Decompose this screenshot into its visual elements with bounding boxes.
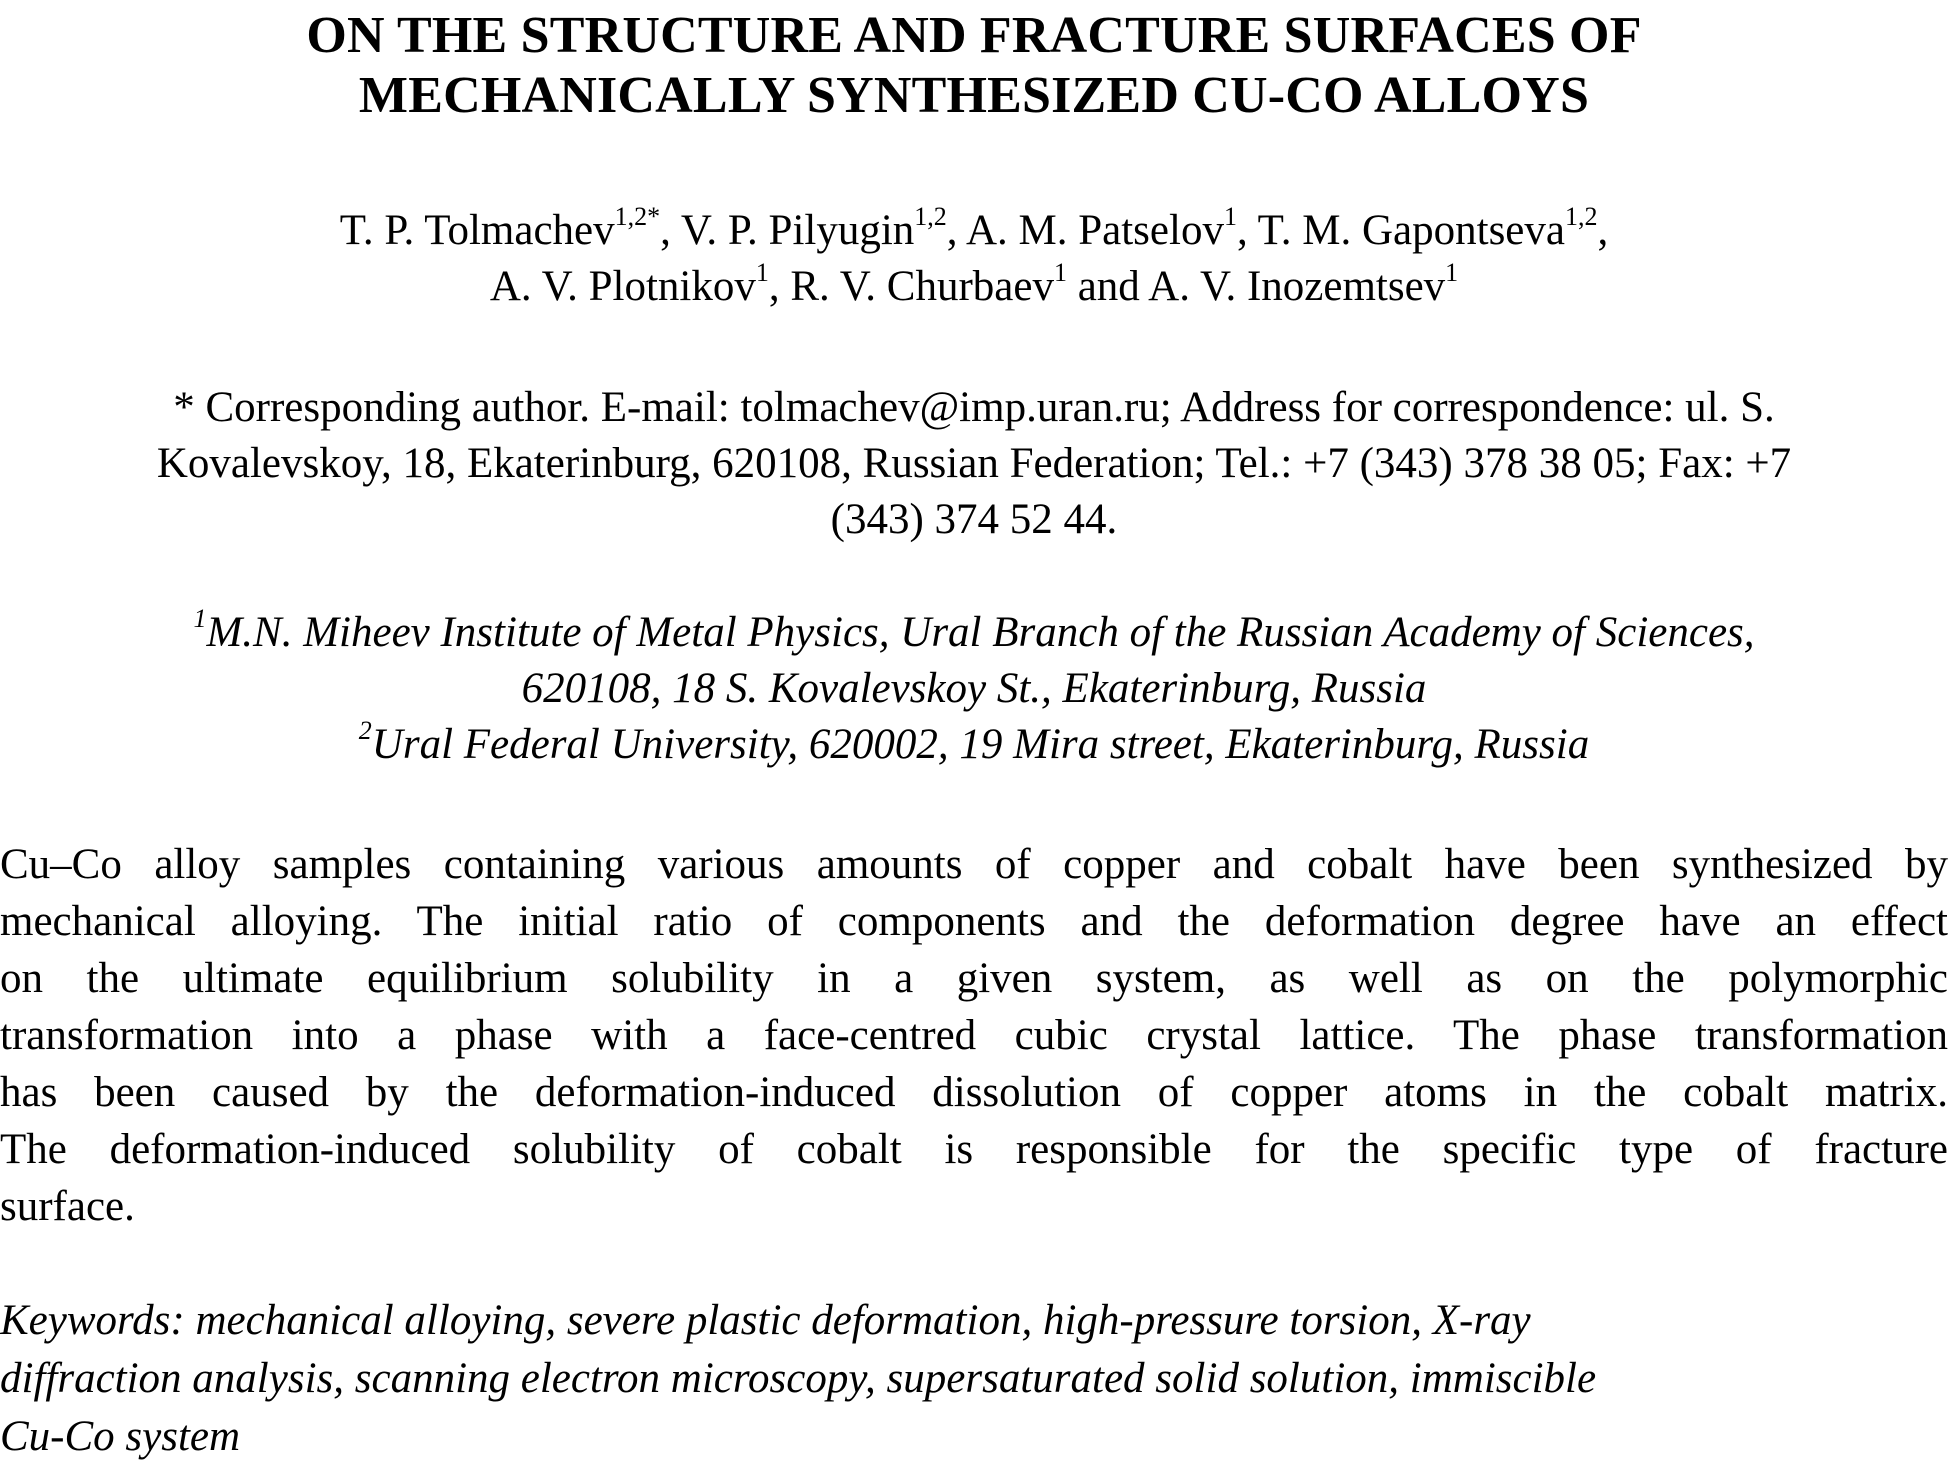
author-affiliation-mark: 1 [755,257,769,287]
author-line [0,259,1948,315]
author-name: T. P. Tolmachev [339,207,615,254]
author-name: A. V. Plotnikov [489,263,756,310]
author-separator: , [946,207,966,254]
author-separator: , [660,207,681,254]
paper-title [0,6,1948,126]
affiliation-line [0,605,1948,661]
author-line [0,203,1948,259]
affiliations [0,605,1948,773]
author-affiliation-mark: 1 [1445,257,1459,287]
author-affiliation-mark: 1 [1053,257,1067,287]
author-name: T. M. Gapontseva [1257,207,1565,254]
corresponding-line: (343) 374 52 44. [830,496,1118,543]
keywords-line: Keywords: mechanical alloying, severe plastic deformation, high-pressure torsion, X-ray [0,1297,1531,1344]
author-affiliation-mark: 1,2 [914,201,947,231]
author-separator: , [1236,207,1258,254]
title-line: MECHANICALLY SYNTHESIZED CU-CO ALLOYS [358,67,1590,124]
author-name: A. V. Inozemtsev [1148,263,1446,310]
author-name: V. P. Pilyugin [680,207,915,254]
author-affiliation-mark: 1,2* [614,201,661,231]
keywords-line: Cu-Co system [0,1413,241,1460]
keywords [0,1292,1948,1466]
affiliation-line: 620108, 18 S. Kovalevskoy St., Ekaterinburg, Russia [521,665,1427,712]
corresponding-line: * Corresponding author. E-mail: tolmachev@imp.uran.ru; Address for correspondence: ul. S. [173,384,1775,431]
abstract-line: has been caused by the deformation-induced dissolution of copper atoms in the cobalt matrix. [0,1069,1948,1116]
abstract-line: Cu–Co alloy samples containing various amounts of copper and cobalt have been synthesized by [0,841,1948,888]
author-separator: and [1066,263,1149,310]
abstract-line: The deformation-induced solubility of cobalt is responsible for the specific type of fracture [0,1126,1948,1173]
author-separator: , [768,263,791,310]
author-name: R. V. Churbaev [790,263,1054,310]
affiliation-text: M.N. Miheev Institute of Metal Physics, Ural Branch of the Russian Academy of Sciences, [206,609,1755,656]
author-affiliation-mark: 1 [1223,201,1237,231]
affiliation-mark: 1 [193,603,207,633]
corresponding-author-note [0,380,1948,548]
author-list [0,203,1948,315]
affiliation-line [0,717,1948,773]
abstract [0,836,1948,1235]
corresponding-line: Kovalevskoy, 18, Ekaterinburg, 620108, Russian Federation; Tel.: +7 (343) 378 38 05; Fax: +7 [156,440,1792,487]
abstract-line: on the ultimate equilibrium solubility in a given system, as well as on the polymorphic [0,955,1948,1002]
author-name: A. M. Patselov [965,207,1224,254]
affiliation-text: Ural Federal University, 620002, 19 Mira street, Ekaterinburg, Russia [371,721,1590,768]
author-separator: , [1597,207,1609,254]
keywords-line: diffraction analysis, scanning electron microscopy, supersaturated solid solution, immiscible [0,1355,1597,1402]
abstract-line: surface. [0,1183,135,1230]
affiliation-mark: 2 [358,715,372,745]
abstract-line: mechanical alloying. The initial ratio of components and the deformation degree have an effect [0,898,1948,945]
author-affiliation-mark: 1,2 [1564,201,1598,231]
title-line: ON THE STRUCTURE AND FRACTURE SURFACES OF [306,7,1642,64]
abstract-line: transformation into a phase with a face-centred cubic crystal lattice. The phase transformation [0,1012,1948,1059]
